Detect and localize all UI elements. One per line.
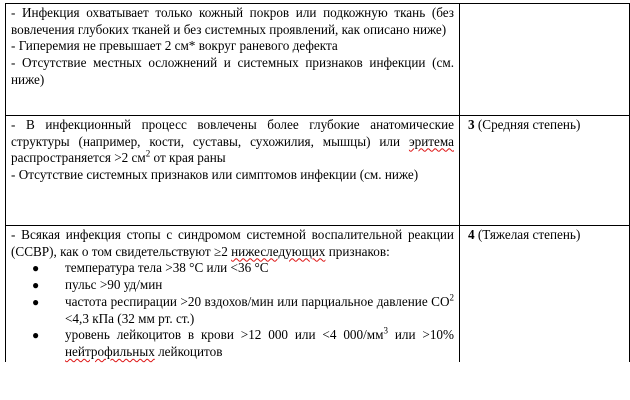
bullet-icon: ●	[32, 328, 40, 343]
criteria-paragraph: - Гиперемия не превышает 2 см* вокруг раневого дефекта	[11, 38, 338, 54]
list-item-text: уровень лейкоцитов в крови >12 000 или <4 000/мм	[65, 327, 384, 343]
criteria-paragraph: - Отсутствие системных признаков или симптомов инфекции (см. ниже)	[11, 167, 419, 183]
table-row	[6, 4, 630, 116]
text-segment: признаков:	[325, 243, 390, 259]
bullet-icon: ●	[32, 278, 40, 293]
criteria-paragraph	[11, 227, 454, 260]
grade-number: 3	[468, 117, 475, 132]
list-item-text: или >10%	[387, 327, 454, 343]
spellcheck-word: нейтрофильных	[65, 343, 155, 359]
subscript-number: 2	[449, 292, 454, 303]
infection-grade-table	[5, 3, 630, 362]
criteria-paragraph: - Инфекция охватывает только кожный покров или подкожную ткань (без вовлечения глубоких тканей и без системных проявлений, как описано ниже)	[11, 5, 454, 37]
grade-number: 4	[468, 227, 475, 242]
grade-cell	[460, 4, 630, 116]
list-item-text: лейкоцитов	[154, 343, 223, 359]
list-item-text: <4,3 кПа (32 мм рт. ст.)	[65, 310, 195, 326]
bullet-icon: ●	[32, 294, 40, 309]
criteria-cell	[6, 116, 460, 226]
bullet-icon: ●	[32, 261, 40, 276]
list-item	[11, 294, 454, 327]
list-item-text: температура тела >38 °С или <36 °С	[65, 260, 269, 276]
criteria-paragraph	[11, 117, 454, 167]
grade-label: (Средняя степень)	[474, 117, 581, 132]
table-row	[6, 116, 630, 226]
spellcheck-word: эритема	[408, 133, 454, 149]
list-item	[11, 277, 454, 294]
list-item	[11, 327, 454, 360]
superscript: 2	[145, 149, 151, 160]
grade-label: (Тяжелая степень)	[474, 227, 581, 242]
table-row	[6, 226, 630, 362]
criteria-paragraph: - Отсутствие местных осложнений и системных признаков инфекции (см. ниже)	[11, 55, 454, 87]
spellcheck-word: нижеследующих	[231, 243, 326, 259]
superscript: 3	[383, 325, 388, 336]
list-item-text: частота респирации >20 вздохов/мин или парциальное давление СО	[65, 293, 450, 309]
text-segment: распространяется >2 см	[11, 150, 146, 166]
list-item	[11, 260, 454, 277]
grade-cell	[460, 226, 630, 362]
text-segment: - В инфекционный процесс вовлечены более глубокие анатомические структуры (например, кости, суставы, сухожилия, мышцы) или	[11, 117, 454, 149]
criteria-cell	[6, 226, 460, 362]
grade-cell	[460, 116, 630, 226]
criteria-cell	[6, 4, 460, 116]
text-segment: от края раны	[150, 150, 226, 166]
sign-list	[11, 260, 454, 360]
list-item-text: пульс >90 уд/мин	[65, 277, 163, 293]
text-segment: - Всякая инфекция стопы с синдромом системной воспалительной реакции (ССВР), как о том свидетельствуют ≥2	[11, 227, 454, 259]
